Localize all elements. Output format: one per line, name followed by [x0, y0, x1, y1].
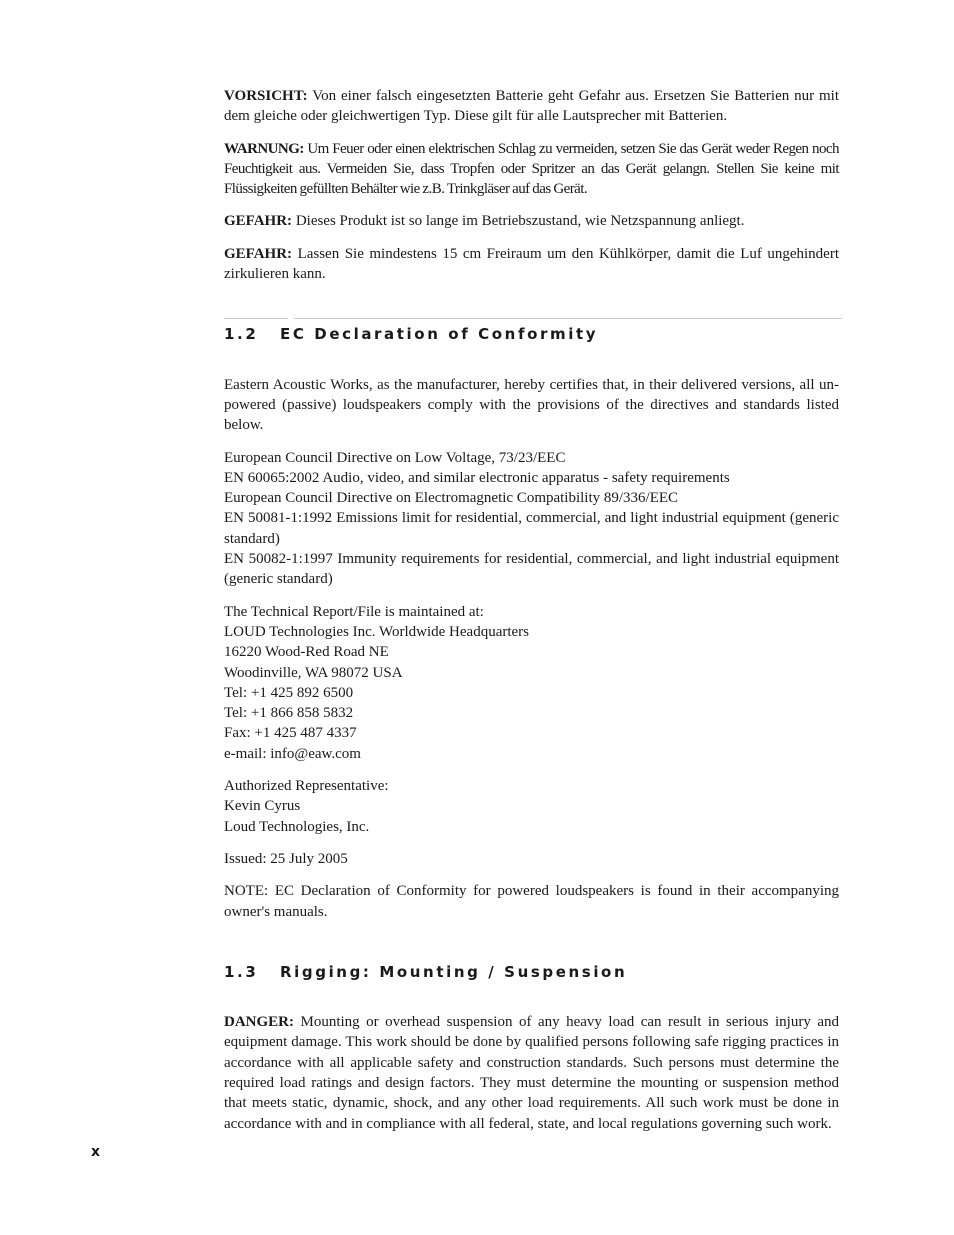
section-heading-1-2 — [224, 324, 839, 344]
section-title: EC Declaration of Conformity — [280, 325, 599, 344]
warning-label: GEFAHR: — [224, 213, 293, 230]
directive-line: EN 60065:2002 Audio, video, and similar electronic apparatus - safety requirements — [224, 469, 730, 486]
danger-text: Mounting or overhead suspension of any heavy load can result in serious injury and equipment damage. This work should be done by qualified persons following safe rigging practices in accordance with all applicable safety and construction standards. Such persons must determine the required load ratings and design factors. They must determine the mounting or suspension method that meets static, dynamic, shock, and any other load requirements. All such work must be done in accordance with and in compliance with all federal, state, and local regulations governing such work. — [224, 1014, 839, 1132]
rigging-danger — [224, 1012, 839, 1134]
directive-line: European Council Directive on Low Voltage, 73/23/EEC — [224, 449, 566, 466]
authorized-representative — [224, 776, 839, 837]
directive-list — [224, 448, 839, 590]
warning-text: Lassen Sie mindestens 15 cm Freiraum um den Kühlkörper, damit die Luf ungehindert zirkulieren kann. — [224, 245, 839, 283]
warning-gefahr-2 — [224, 244, 839, 285]
address-line: The Technical Report/File is maintained at: — [224, 603, 484, 620]
warning-text: Von einer falsch eingesetzten Batterie geht Gefahr aus. Ersetzen Sie Batterien nur mit dem gleiche oder gleichwertigen Typ. Diese gilt für alle Lautsprecher mit Batterien. — [224, 88, 839, 125]
warning-label: GEFAHR: — [224, 245, 293, 262]
address-line: Fax: +1 425 487 4337 — [224, 725, 357, 742]
address-line: LOUD Technologies Inc. Worldwide Headquarters — [224, 623, 530, 640]
directive-line: European Council Directive on Electromagnetic Compatibility 89/336/EEC — [224, 490, 679, 507]
address-line: Woodinville, WA 98072 USA — [224, 664, 403, 681]
warning-label: VORSICHT: — [224, 88, 308, 104]
warning-gefahr-1 — [224, 211, 839, 231]
warning-vorsicht — [224, 86, 839, 127]
address-line: 16220 Wood-Red Road NE — [224, 644, 389, 661]
representative-line: Loud Technologies, Inc. — [224, 818, 370, 835]
section-title: Rigging: Mounting / Suspension — [280, 962, 628, 981]
address-line: Tel: +1 866 858 5832 — [224, 705, 354, 722]
warning-text: Um Feuer oder einen elektrischen Schlag zu vermeiden, setzen Sie das Gerät weder Regen noch Feuchtigkeit aus. Vermeiden Sie, dass Tropfen oder Spritzer an das Gerät gelangn. Stellen Sie keine mit Flüssigkeiten gefüllten Behälter wie z.B. Trinkgläser auf das Gerät. — [224, 140, 839, 198]
directive-line: EN 50082-1:1997 Immunity requirements for residential, commercial, and light industrial equipment (generic standard) — [224, 551, 839, 588]
warning-warnung — [224, 139, 839, 200]
declaration-note: NOTE: EC Declaration of Conformity for powered loudspeakers is found in their accompanying owner's manuals. — [224, 883, 839, 920]
address-line: e-mail: info@eaw.com — [224, 745, 361, 762]
representative-line: Authorized Representative: — [224, 778, 389, 795]
page-number: x — [91, 1144, 101, 1160]
representative-line: Kevin Cyrus — [224, 798, 301, 815]
technical-file-address — [224, 602, 839, 764]
directive-line: EN 50081-1:1992 Emissions limit for residential, commercial, and light industrial equipment (generic standard) — [224, 510, 839, 547]
danger-label: DANGER: — [224, 1014, 294, 1031]
warning-label: WARNUNG: — [224, 140, 304, 157]
address-line: Tel: +1 425 892 6500 — [224, 684, 354, 701]
declaration-intro: Eastern Acoustic Works, as the manufacturer, hereby certifies that, in their delivered versions, all un-powered (passive) loudspeakers comply with the provisions of the directives and standards listed below. — [224, 376, 839, 434]
section-divider — [224, 318, 842, 319]
warning-text: Dieses Produkt ist so lange im Betriebszustand, wie Netzspannung anliegt. — [295, 213, 745, 230]
section-heading-1-3 — [224, 962, 839, 982]
issued-date: Issued: 25 July 2005 — [224, 850, 348, 867]
page-content — [224, 86, 839, 1146]
section-number: 1.3 — [224, 962, 259, 981]
section-number: 1.2 — [224, 325, 259, 344]
